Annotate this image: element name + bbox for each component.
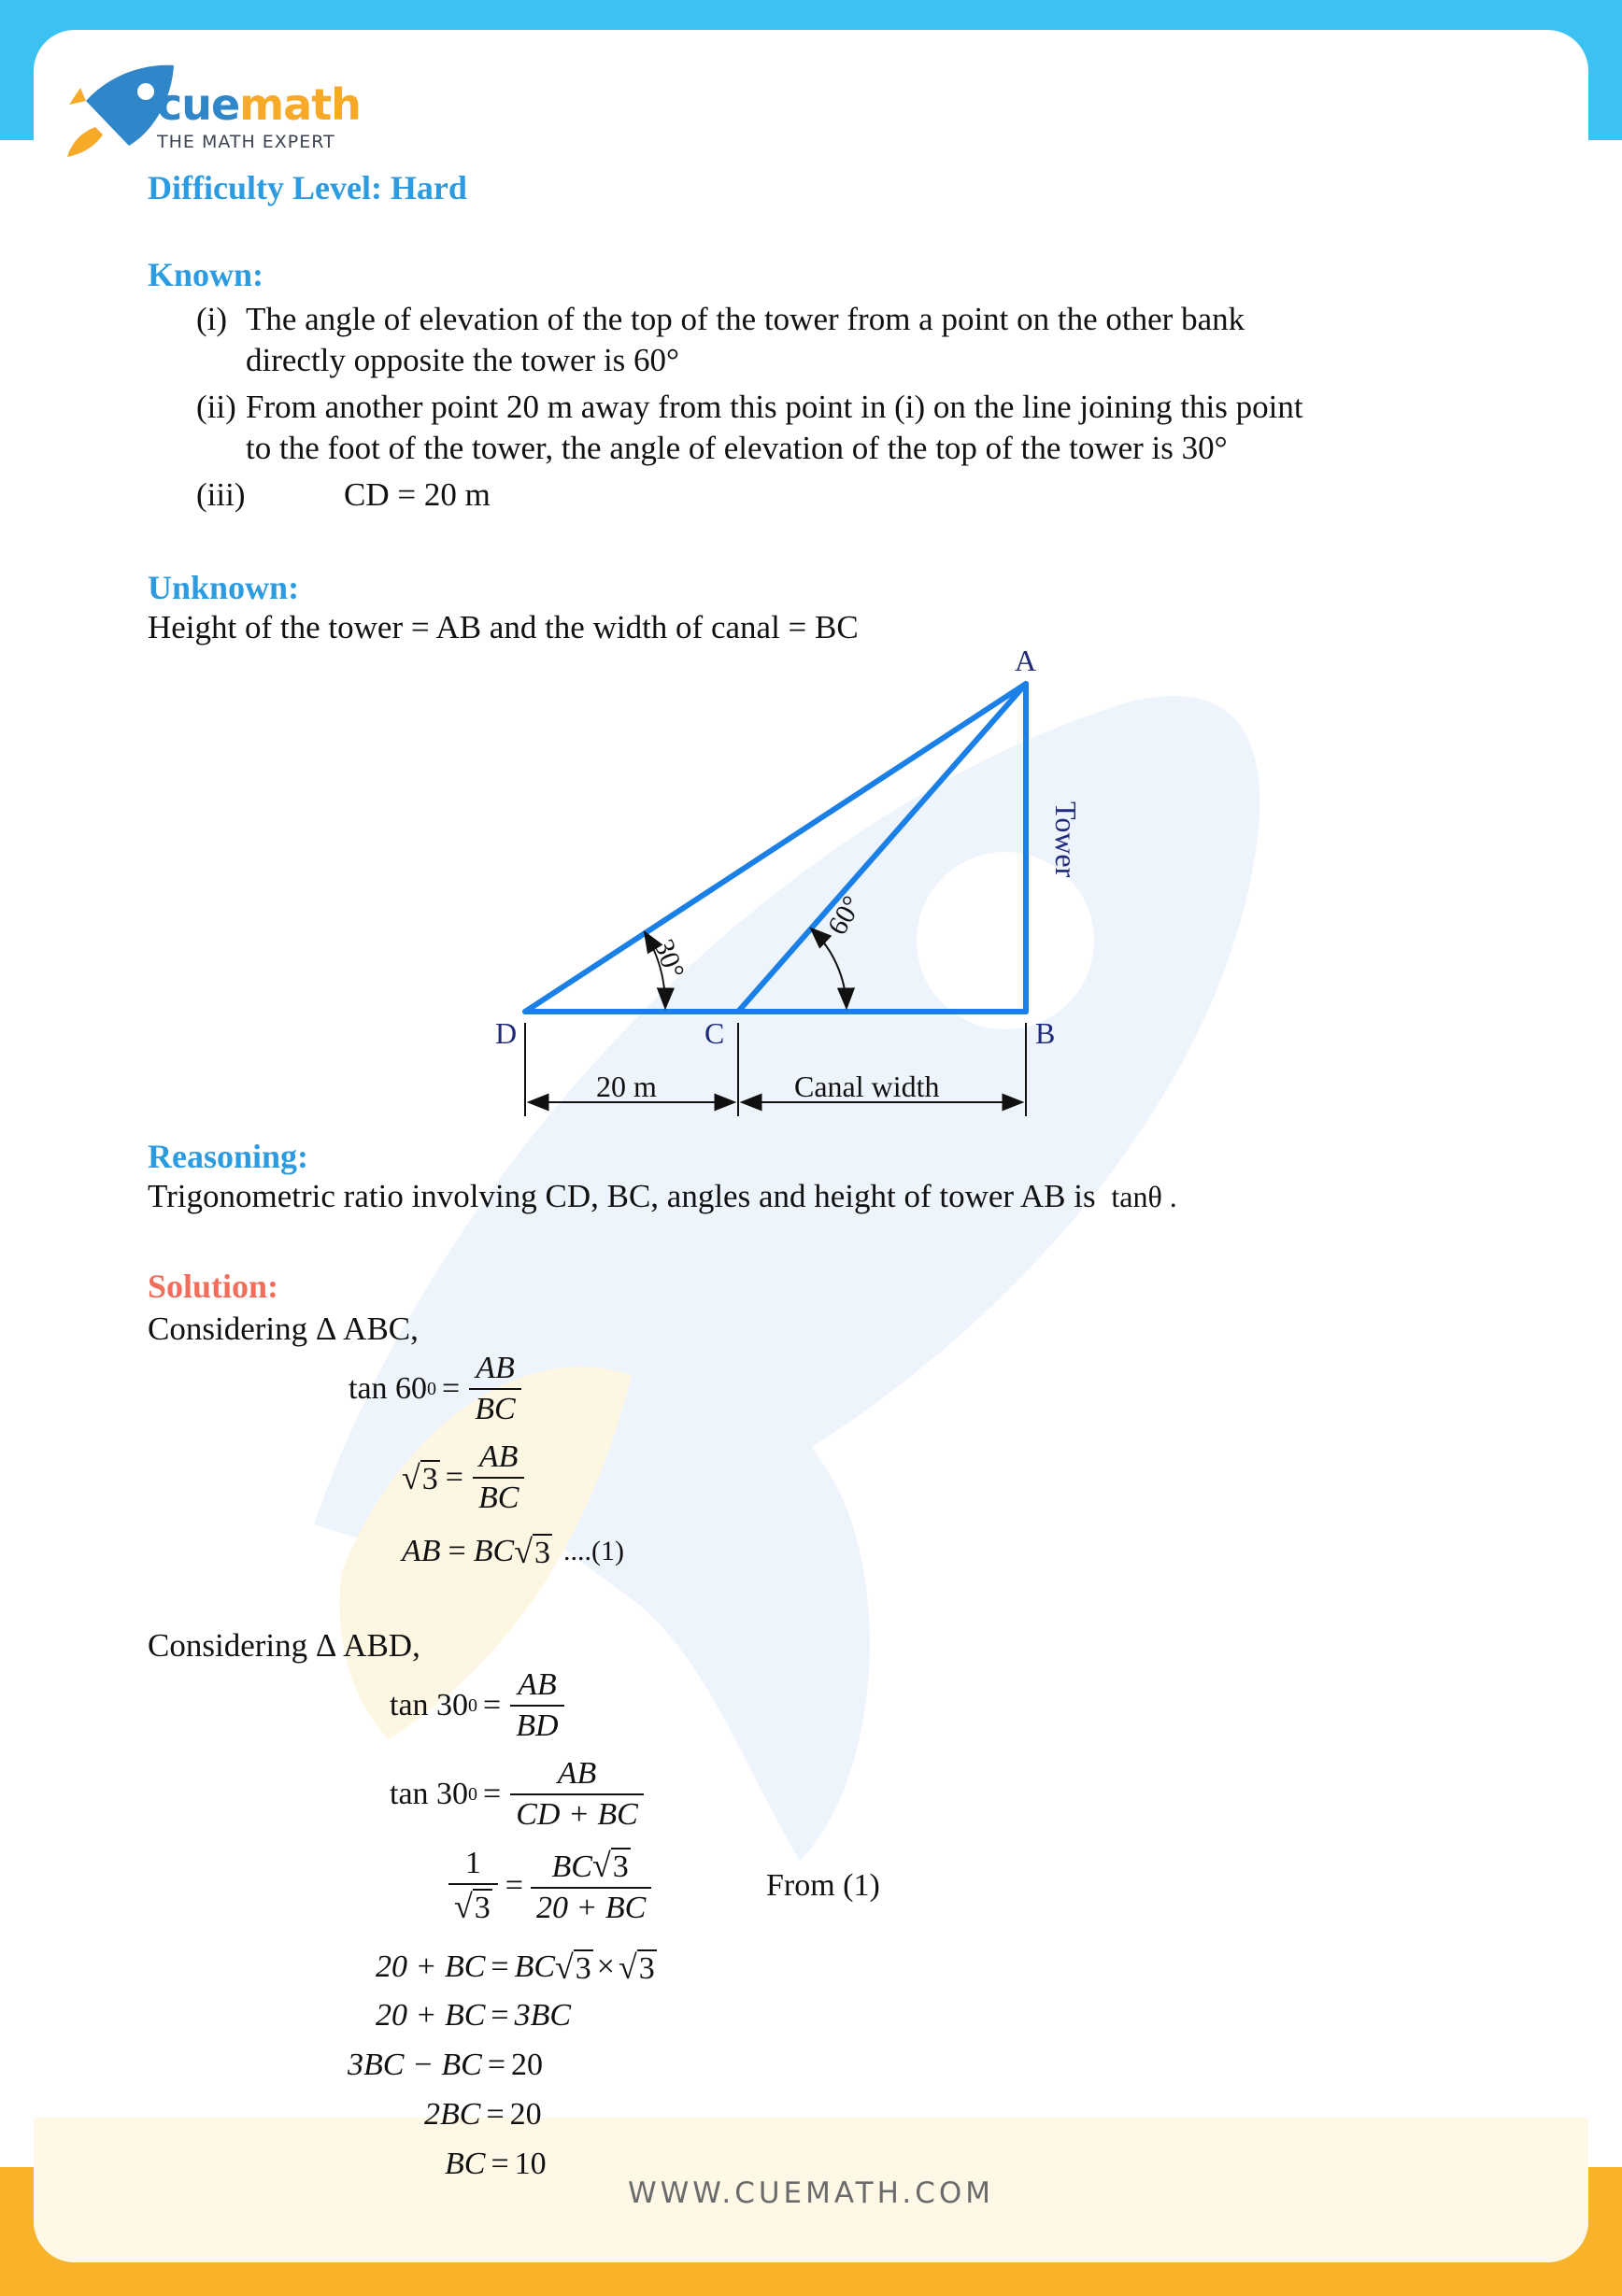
known-item-2-line2: to the foot of the tower, the angle of elevation of the top of the tower is 30°	[246, 430, 1228, 466]
abd-intro: Considering Δ ABD,	[148, 1627, 420, 1664]
abd-step-6: 3BC − BC = 20	[348, 2048, 544, 2082]
line-ca	[738, 684, 1026, 1012]
point-label-c: C	[704, 1016, 725, 1050]
reasoning-heading: Reasoning:	[148, 1138, 309, 1175]
abd-step-4: 20 + BC = BC √3 × √3	[376, 1949, 655, 1986]
known-item-1-line2: directly opposite the tower is 60°	[246, 342, 680, 378]
angle-label-30: 30°	[647, 935, 690, 983]
abd-step-5: 20 + BC = 3BC	[376, 1998, 572, 2033]
angle-arc-c	[811, 928, 847, 1008]
reasoning-text: Trigonometric ratio involving CD, BC, angles and height of tower AB is tanθ .	[148, 1178, 1177, 1214]
dim-label-canal-width: Canal width	[794, 1070, 940, 1103]
abd-from-note: From (1)	[766, 1868, 880, 1903]
footer-url: WWW.CUEMATH.COM	[627, 2176, 995, 2210]
abd-step-2: tan 30 0 = $\frac{AB}{CD + BC}$	[390, 1756, 647, 1833]
abd-step-8: BC = 10	[445, 2147, 547, 2181]
known-item-3-marker: (iii)	[196, 476, 246, 513]
abc-step-1: tan 60 0 = $\frac{AB}{BC}$	[349, 1351, 525, 1427]
unknown-text: Height of the tower = AB and the width of canal = BC	[148, 609, 859, 645]
known-item-2-marker: (ii)	[196, 389, 236, 425]
abd-step-1: tan 30 0 = $\frac{AB}{BD}$	[390, 1667, 568, 1744]
known-item-2-line1: From another point 20 m away from this point in (i) on the line joining this point	[246, 389, 1303, 425]
tower-label: Tower	[1049, 801, 1083, 878]
point-label-a: A	[1015, 644, 1037, 677]
dim-label-20m: 20 m	[596, 1070, 657, 1103]
known-heading: Known:	[148, 256, 264, 293]
abc-step-2: √3 = $\frac{AB}{BC}$	[402, 1439, 528, 1516]
unknown-heading: Unknown:	[148, 569, 300, 606]
angle-label-60: 60°	[821, 890, 869, 941]
line-da	[525, 684, 1026, 1012]
brand-tagline: THE MATH EXPERT	[157, 132, 335, 152]
point-label-b: B	[1035, 1016, 1056, 1050]
known-item-3-line1: CD = 20 m	[344, 476, 491, 513]
abd-step-7: 2BC = 20	[424, 2097, 542, 2132]
known-item-1-line1: The angle of elevation of the top of the tower from a point on the other bank	[246, 301, 1245, 337]
brand-wordmark: cuemath	[157, 79, 361, 130]
abc-step-3: AB = BC √3 ....(1)	[402, 1533, 624, 1570]
point-label-d: D	[495, 1016, 518, 1050]
difficulty-level: Difficulty Level: Hard	[148, 169, 467, 206]
abc-intro: Considering Δ ABC,	[148, 1311, 419, 1347]
solution-heading: Solution:	[148, 1268, 279, 1305]
abd-step-3: $\frac{1}{√3}$ = $\frac{BC√3}{20 + BC}$	[445, 1846, 655, 1926]
known-item-1-marker: (i)	[196, 301, 228, 337]
